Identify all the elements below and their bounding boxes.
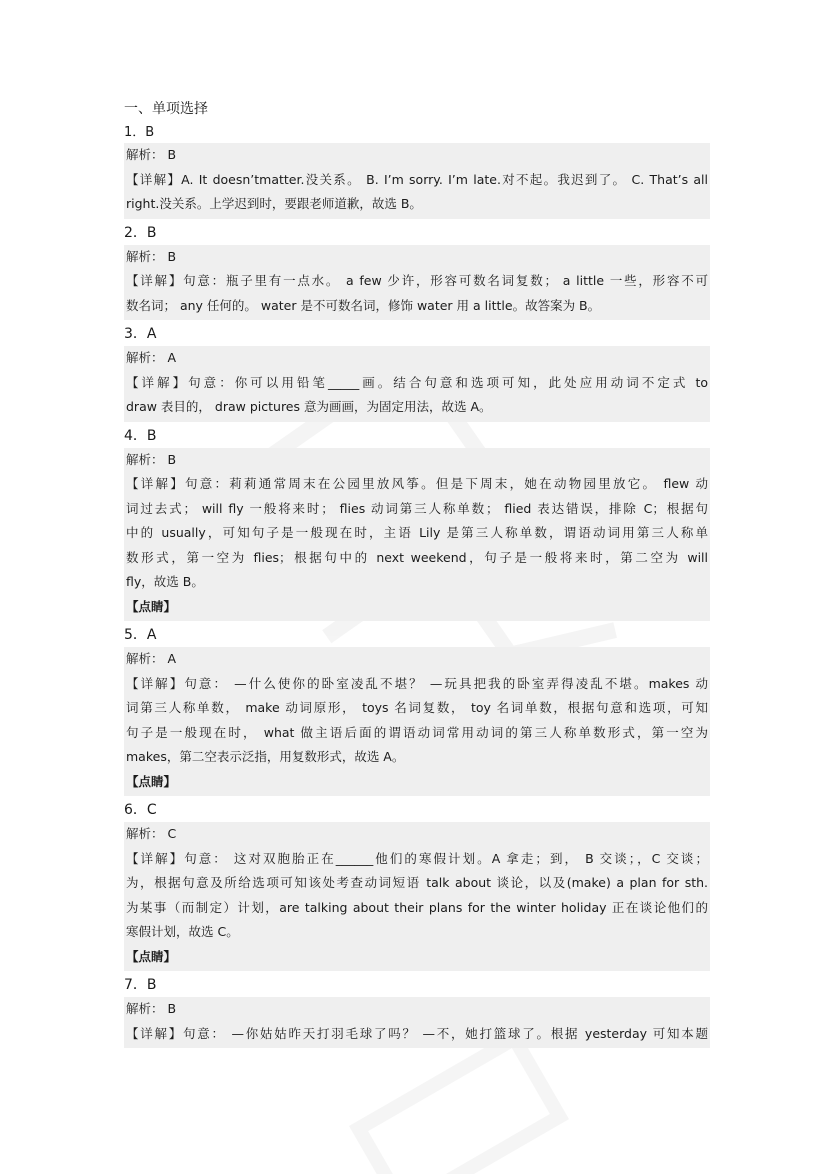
detail-line: 词第三人称单数， make 动词原形， toys 名词复数， toy 名词单数，根据句意和选项，可知 — [126, 700, 708, 715]
question-number: 7．B — [124, 977, 157, 993]
detail-line: 数形式，第一空为 flies；根据句中的 next weekend，句子是一般将来时，第二空为 will — [126, 549, 708, 565]
answer-explanation — [124, 245, 710, 321]
analysis-line: 解析： B — [126, 248, 177, 264]
question-4 — [124, 425, 710, 622]
question-number: 2．B — [124, 224, 157, 241]
document-body — [124, 98, 710, 1048]
detail-line: 为，根据句意及所给选项可知该处考查动词短语 talk about 谈论，以及(make) a plan for sth. — [126, 875, 708, 890]
detail-line: 数名词； any 任何的。 water 是不可数名词，修饰 water 用 a little。故答案为 B。 — [126, 297, 601, 313]
detail-line: 寒假计划，故选 C。 — [126, 924, 239, 939]
question-5 — [124, 624, 710, 796]
detail-line: 为某事（而制定）计划，are talking about their plans for the winter holiday 正在谈论他们的 — [126, 899, 708, 915]
question-2 — [124, 222, 710, 321]
key-point-label: 【点睛】 — [126, 773, 177, 789]
answer-explanation — [124, 647, 710, 796]
detail-line: 【详解】句意：莉莉通常周末在公园里放风筝。但是下周末，她在动物园里放它。 flew 动 — [126, 476, 708, 491]
detail-line: 【详解】A. It doesn’tmatter.没关系。 B. I’m sorry. I’m late.对不起。我迟到了。 C. That’s all — [126, 171, 708, 187]
analysis-line: 解析： B — [126, 451, 177, 467]
detail-line: 中的 usually，可知句子是一般现在时，主语 Lily 是第三人称单数，谓语动词用第三人称单 — [126, 525, 708, 540]
answer-explanation — [124, 346, 710, 422]
detail-line: right.没关系。上学迟到时，要跟老师道歉，故选 B。 — [126, 196, 422, 211]
analysis-line: 解析： A — [126, 350, 177, 365]
answer-explanation — [124, 143, 710, 219]
answer-explanation — [124, 997, 710, 1048]
analysis-line: 解析： B — [126, 147, 177, 162]
question-7 — [124, 974, 710, 1048]
watermark-icon — [300, 1040, 600, 1174]
answer-explanation — [124, 822, 710, 971]
detail-line: makes，第二空表示泛指，用复数形式，故选 A。 — [126, 749, 405, 764]
detail-line: 【详解】句意： 这对双胞胎正在______他们的寒假计划。A 拿走；到， B 交谈；，C 交谈； — [126, 850, 708, 866]
question-number: 5．A — [124, 627, 157, 643]
question-number: 4．B — [124, 427, 157, 444]
question-number: 1．B — [124, 125, 155, 140]
question-list — [124, 122, 710, 1048]
detail-line: 句子是一般现在时， what 做主语后面的谓语动词常用动词的第三人称单数形式，第一空为 — [126, 724, 708, 740]
detail-line: 词过去式； will fly 一般将来时； flies 动词第三人称单数； flied 表达错误，排除 C；根据句 — [126, 500, 708, 516]
question-number: 3．A — [124, 326, 157, 342]
answer-explanation — [124, 448, 710, 622]
detail-line: 【详解】句意：瓶子里有一点水。 a few 少许，形容可数名词复数； a little 一些，形容不可 — [126, 273, 708, 288]
section-title: 一、单项选择 — [124, 101, 208, 117]
key-point-label: 【点睛】 — [126, 948, 177, 964]
detail-line: 【详解】句意： —你姑姑昨天打羽毛球了吗？ —不，她打篮球了。根据 yesterday 可知本题 — [126, 1025, 708, 1041]
analysis-line: 解析： C — [126, 826, 177, 841]
key-point-label: 【点睛】 — [126, 598, 177, 614]
detail-line: 【详解】句意： —什么使你的卧室凌乱不堪？ —玩具把我的卧室弄得凌乱不堪。makes 动 — [126, 675, 708, 691]
analysis-line: 解析： A — [126, 651, 177, 666]
detail-line: 【详解】句意：你可以用铅笔_____画。结合句意和选项可知，此处应用动词不定式 to — [126, 374, 708, 390]
question-3 — [124, 323, 710, 422]
question-6 — [124, 799, 710, 971]
analysis-line: 解析： B — [126, 1001, 177, 1016]
detail-line: draw 表目的， draw pictures 意为画画，为固定用法，故选 A。 — [126, 399, 492, 414]
detail-line: fly，故选 B。 — [126, 574, 204, 589]
question-number: 6．C — [124, 802, 157, 818]
question-1 — [124, 122, 710, 219]
